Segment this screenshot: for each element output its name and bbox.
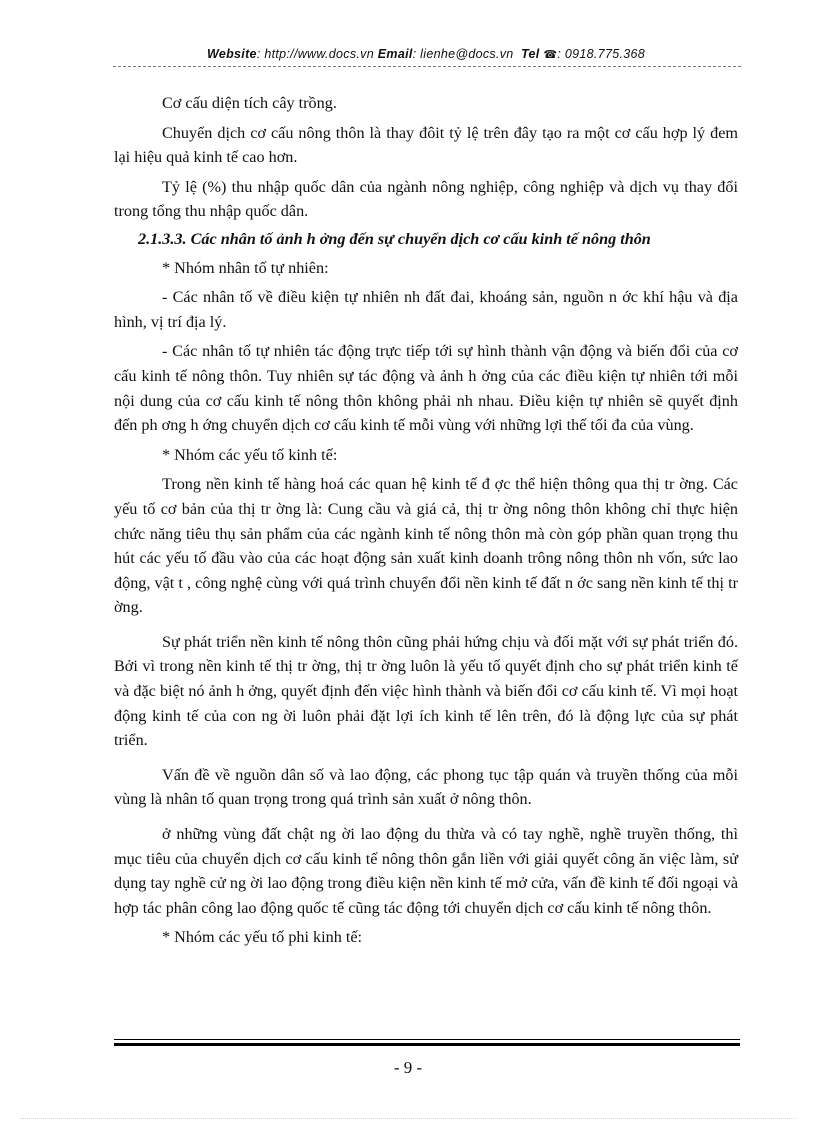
email-label: Email (377, 47, 413, 61)
footer-divider-thick (114, 1043, 740, 1046)
paragraph: - Các nhân tố về điều kiện tự nhiên nh đất đai, khoáng sản, nguồn n ớc khí hậu và địa hình, vị trí địa lý. (114, 288, 738, 331)
section-title-natural: * Nhóm nhân tố tự nhiên: (162, 258, 329, 277)
page-header (110, 47, 742, 61)
email-address[interactable]: : lienhe@docs.vn (412, 47, 514, 61)
footer-divider-thin (114, 1039, 740, 1040)
page-content (114, 91, 738, 950)
paragraph: Vấn đề về nguồn dân số và lao động, các phong tục tập quán và truyền thống của mỗi vùng là nhân tố quan trọng trong quá trình sản xuất ở nông thôn. (114, 765, 738, 809)
paragraph: ở những vùng đất chật ng ời lao động du thừa và có tay nghề, nghề truyền thống, thì mục tiêu của chuyển dịch cơ cấu kinh tế nông thôn gắn liền với giải quyết công ăn việc làm, sử dụng tay nghề cử ng ời lao động trong điều kiện nền kinh tế mở cửa, vấn đề kinh tế đối ngoại và hợp tác phân công lao động quốc tế cũng tác động tới chuyển dịch cơ cấu kinh tế nông thôn. (114, 825, 738, 917)
section-title-non-economic: * Nhóm các yếu tố phi kinh tế: (162, 928, 363, 947)
website-label: Website (207, 47, 257, 61)
paragraph: Cơ cấu diện tích cây trồng. (162, 94, 337, 112)
header-divider (113, 66, 741, 67)
website-url[interactable]: : http://www.docs.vn (256, 47, 374, 61)
section-heading: 2.1.3.3. Các nhân tố ảnh h ởng đến sự chuyển dịch cơ cấu kinh tế nông thôn (138, 229, 651, 248)
paragraph: Sự phát triển nền kinh tế nông thôn cũng phải hứng chịu và đối mặt với sự phát triển đó. Bởi vì trong nền kinh tế thị tr ờng, thị tr ờng luôn là yếu tố quyết định cho sự phát triển kinh tế và đặc biệt nó ảnh h ởng, quyết định đến việc hình thành và biến đổi cơ cấu kinh tế. Vì mọi hoạt động kinh tế của con ng ời luôn phải đặt lợi ích kinh tế lên trên, đó là động lực của sự phát triển. (114, 632, 738, 750)
paragraph: Chuyển dịch cơ cấu nông thôn là thay đôit tỷ lệ trên đây tạo ra một cơ cấu hợp lý đem lại hiệu quả kinh tế cao hơn. (114, 123, 738, 167)
tel-label: Tel (521, 47, 540, 61)
tel-number: : 0918.775.368 (557, 47, 645, 61)
paragraph: - Các nhân tố tự nhiên tác động trực tiếp tới sự hình thành vận động và biến đổi của cơ cấu kinh tế nông thôn. Tuy nhiên sự tác động và ảnh h ởng của các điều kiện tự nhiên tới mỗi nội dung của cơ cấu kinh tế nông thôn không phải nh nhau. Điều kiện tự nhiên sẽ quyết định đến ph ơng h ớng chuyển dịch cơ cấu kinh tế mỗi vùng với những lợi thế tối đa của vùng. (114, 342, 738, 435)
page-number: - 9 - (393, 1058, 423, 1077)
paragraph: Tỷ lệ (%) thu nhập quốc dân của ngành nông nghiệp, công nghiệp và dịch vụ thay đổi trong tổng thu nhập quốc dân. (114, 177, 738, 221)
paragraph: Trong nền kinh tế hàng hoá các quan hệ kinh tế đ ợc thể hiện thông qua thị tr ờng. Các yếu tố cơ bản của thị tr ờng là: Cung cầu và giá cả, thị tr ờng nông thôn không chỉ thực hiện chức năng tiêu thụ sản phẩm của các ngành kinh tế nông thôn mà còn góp phần quan trọng thu hút các yếu tố đầu vào của các hoạt động sản xuất kinh doanh trông nông thôn nh vốn, sức lao động, vật t , công nghệ cùng với quá trình chuyển đổi nền kinh tế đất n ớc sang nền kinh tế thị tr ờng. (114, 475, 738, 617)
phone-icon: ☎ (543, 49, 558, 61)
page-edge-divider (20, 1118, 796, 1119)
section-title-economic: * Nhóm các yếu tố kinh tế: (162, 445, 338, 464)
